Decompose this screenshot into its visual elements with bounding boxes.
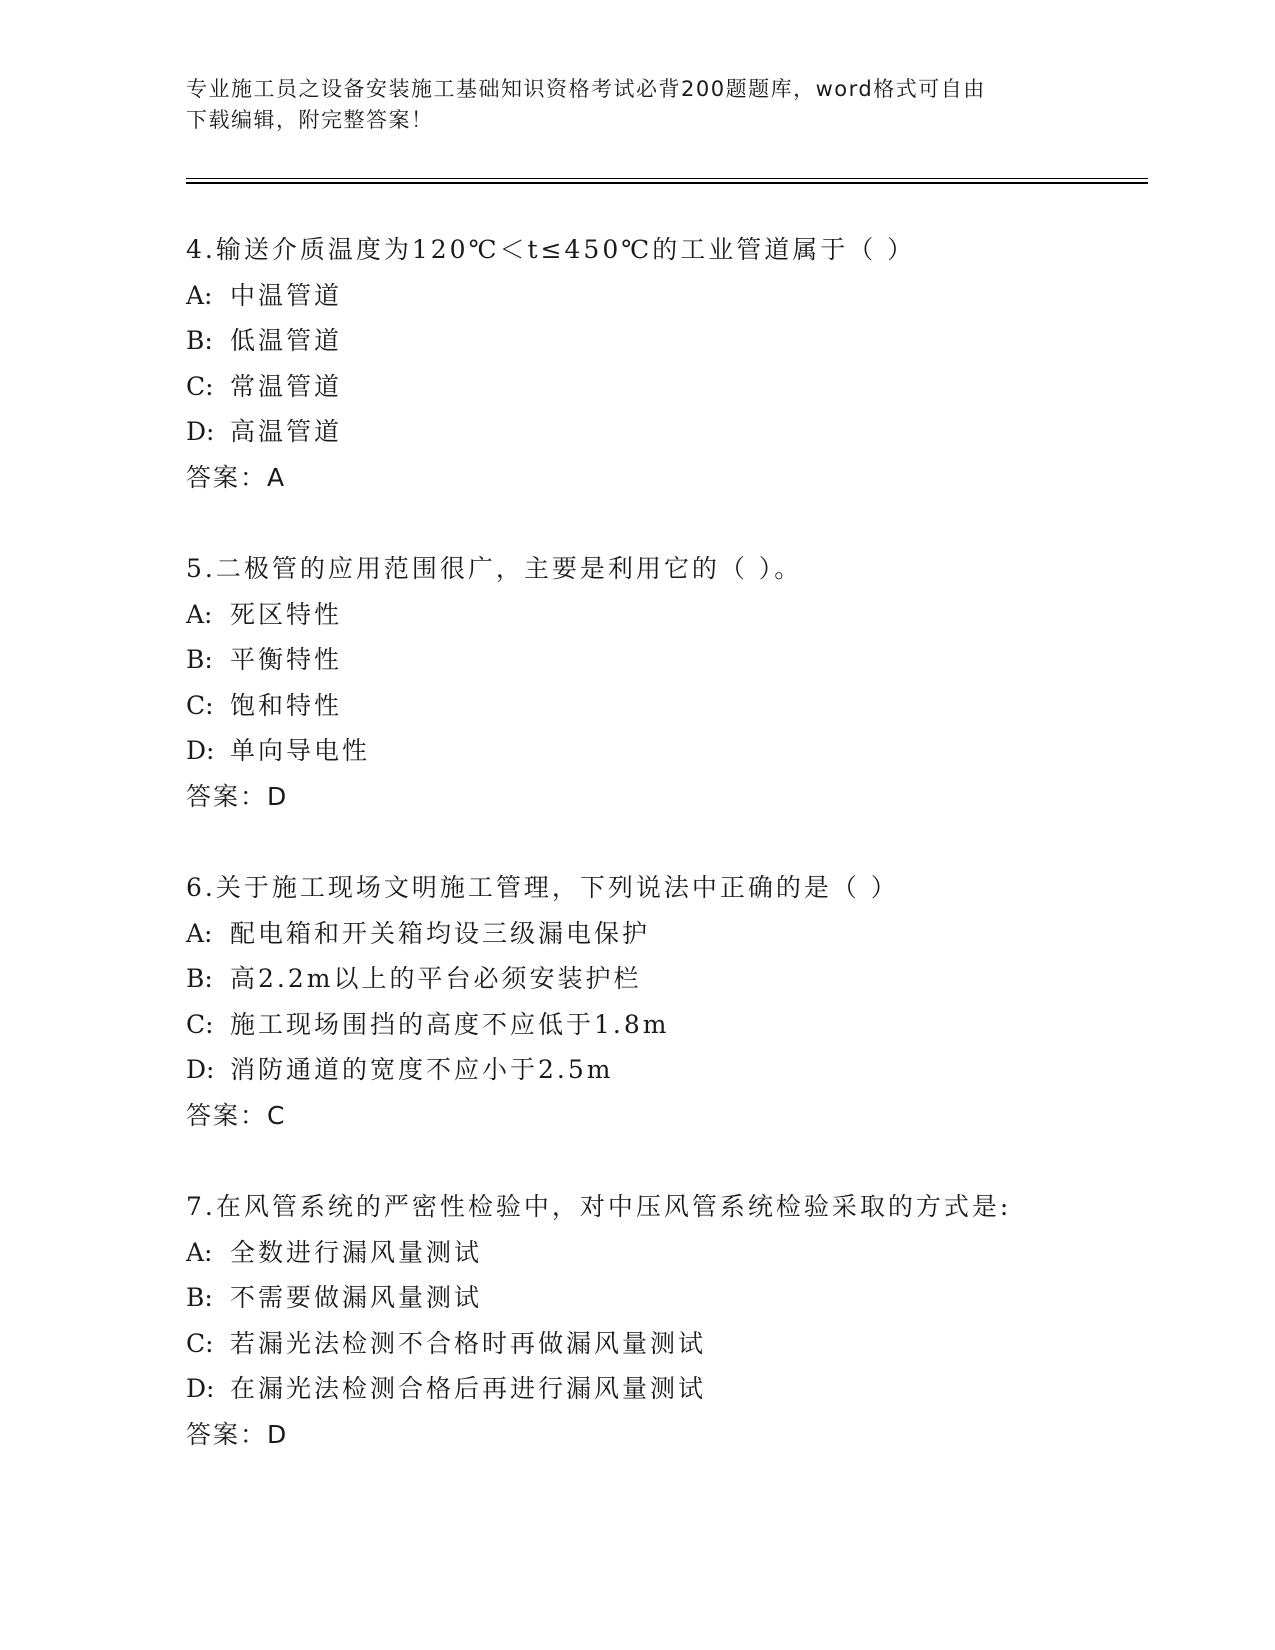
option-letter: D:	[186, 417, 215, 446]
option-d	[186, 409, 1166, 455]
option-letter: C:	[186, 371, 214, 401]
option-letter: A:	[186, 1237, 213, 1267]
option-text: 平衡特性	[230, 645, 343, 674]
header-divider-thin	[186, 178, 1148, 179]
option-text: 单向导电性	[230, 736, 371, 765]
option-text: 若漏光法检测不合格时再做漏风量测试	[230, 1328, 707, 1358]
option-letter: A:	[186, 918, 213, 948]
question-stem: 7.在风管系统的严密性检验中，对中压风管系统检验采取的方式是:	[186, 1192, 1012, 1221]
question-stem: 4.输送介质温度为120℃＜t≤450℃的工业管道属于（ ）	[186, 235, 916, 264]
document-header	[186, 74, 1086, 136]
option-text: 死区特性	[230, 599, 343, 629]
header-divider-thick	[186, 182, 1148, 184]
option-c	[186, 364, 1166, 410]
question-block	[186, 1184, 1166, 1457]
option-text: 饱和特性	[230, 690, 343, 720]
option-a	[186, 1230, 1166, 1276]
question-block	[186, 546, 1166, 819]
option-letter: C:	[186, 1328, 214, 1358]
option-text: 全数进行漏风量测试	[230, 1237, 483, 1267]
option-c	[186, 683, 1166, 729]
question-stem: 5.二极管的应用范围很广，主要是利用它的（ ）。	[186, 554, 803, 583]
option-letter: B:	[186, 326, 213, 355]
option-letter: B:	[186, 645, 213, 674]
option-a	[186, 911, 1166, 957]
option-letter: D:	[186, 1055, 215, 1084]
option-text: 低温管道	[230, 326, 343, 355]
option-text: 常温管道	[230, 371, 343, 401]
option-b	[186, 1275, 1166, 1321]
option-text: 高2.2m以上的平台必须安装护栏	[230, 964, 642, 993]
option-c	[186, 1321, 1166, 1367]
header-line-2: 下载编辑，附完整答案！	[186, 108, 434, 132]
option-d	[186, 1047, 1166, 1093]
answer-line: 答案：C	[186, 1100, 287, 1130]
option-text: 施工现场围挡的高度不应低于1.8m	[230, 1009, 670, 1039]
option-letter: D:	[186, 1374, 215, 1403]
option-text: 配电箱和开关箱均设三级漏电保护	[230, 918, 651, 948]
header-line-1: 专业施工员之设备安装施工基础知识资格考试必背200题题库，word格式可自由	[186, 77, 986, 101]
option-text: 高温管道	[230, 417, 343, 446]
option-b	[186, 318, 1166, 364]
option-letter: D:	[186, 736, 215, 765]
option-text: 中温管道	[230, 280, 343, 310]
option-c	[186, 1002, 1166, 1048]
option-text: 消防通道的宽度不应小于2.5m	[230, 1055, 614, 1084]
option-letter: B:	[186, 964, 213, 993]
option-text: 在漏光法检测合格后再进行漏风量测试	[230, 1374, 707, 1403]
option-a	[186, 592, 1166, 638]
question-stem: 6.关于施工现场文明施工管理，下列说法中正确的是（ ）	[186, 873, 899, 902]
answer-line: 答案：A	[186, 462, 287, 492]
option-letter: C:	[186, 690, 214, 720]
answer-line: 答案：D	[186, 781, 289, 811]
option-b	[186, 637, 1166, 683]
option-letter: B:	[186, 1283, 213, 1312]
answer-line: 答案：D	[186, 1419, 289, 1449]
option-text: 不需要做漏风量测试	[230, 1283, 483, 1312]
option-letter: A:	[186, 280, 213, 310]
option-b	[186, 956, 1166, 1002]
option-letter: C:	[186, 1009, 214, 1039]
option-d	[186, 1366, 1166, 1412]
option-a	[186, 273, 1166, 319]
option-letter: A:	[186, 599, 213, 629]
question-block	[186, 227, 1166, 500]
option-d	[186, 728, 1166, 774]
question-block	[186, 865, 1166, 1138]
